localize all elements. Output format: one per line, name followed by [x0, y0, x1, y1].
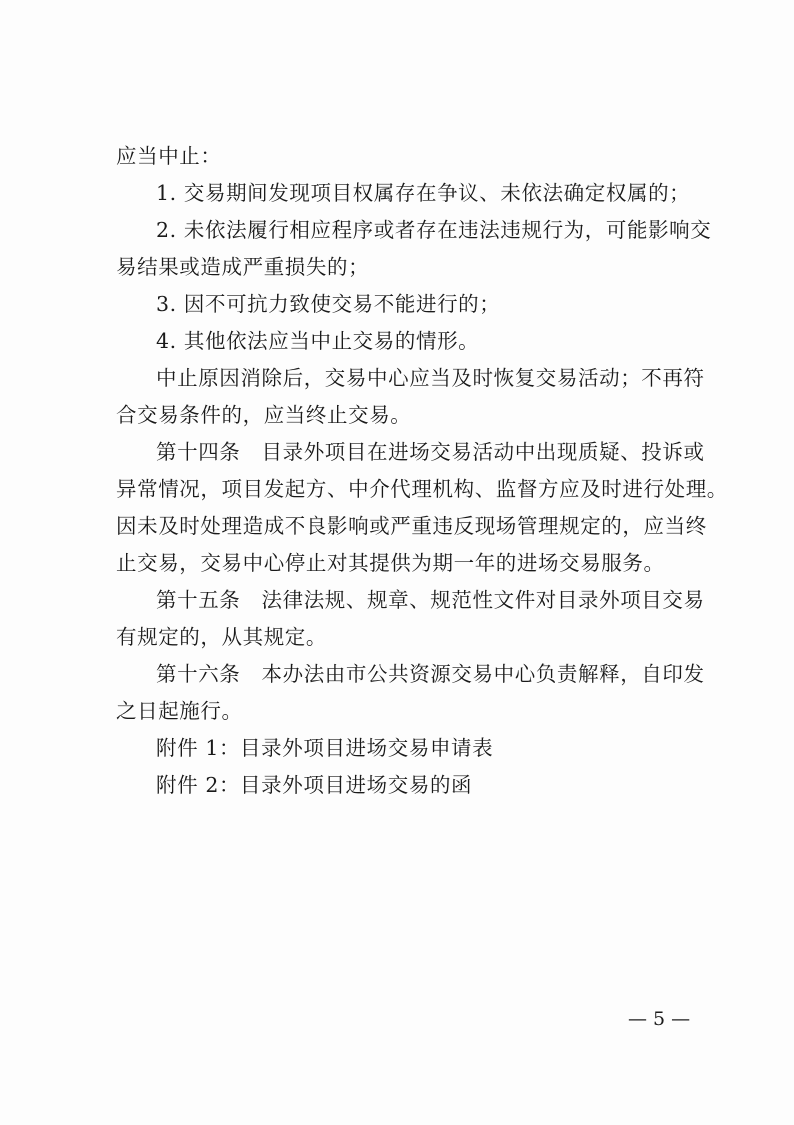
attachment-1: 附件 1：目录外项目进场交易申请表: [156, 736, 494, 760]
paragraph-line: 中止原因消除后，交易中心应当及时恢复交易活动；不再符: [156, 366, 705, 390]
list-item: 3. 因不可抗力致使交易不能进行的；: [156, 292, 501, 316]
article-15-line: 第十五条 法律法规、规章、规范性文件对目录外项目交易: [156, 588, 705, 612]
document-body: [116, 138, 728, 804]
page-number: — 5 —: [628, 1008, 691, 1030]
list-item: 1. 交易期间发现项目权属存在争议、未依法确定权属的；: [156, 181, 691, 205]
text-line: 之日起施行。: [116, 699, 243, 723]
article-16-line: 第十六条 本办法由市公共资源交易中心负责解释，自印发: [156, 662, 705, 686]
article-14-line: 第十四条 目录外项目在进场交易活动中出现质疑、投诉或: [156, 440, 705, 464]
list-item: 4. 其他依法应当中止交易的情形。: [156, 329, 480, 353]
text-line: 有规定的，从其规定。: [116, 625, 327, 649]
text-line: 合交易条件的，应当终止交易。: [116, 403, 412, 427]
attachment-2: 附件 2：目录外项目进场交易的函: [156, 773, 473, 797]
text-line: 异常情况，项目发起方、中介代理机构、监督方应及时进行处理。: [116, 477, 728, 501]
text-line: 止交易，交易中心停止对其提供为期一年的进场交易服务。: [116, 551, 665, 575]
text-line: 易结果或造成严重损失的；: [116, 255, 370, 279]
text-line: 因未及时处理造成不良影响或严重违反现场管理规定的，应当终: [116, 514, 707, 538]
list-item: 2. 未依法履行相应程序或者存在违法违规行为，可能影响交: [156, 218, 712, 242]
text-line: 应当中止：: [116, 144, 222, 168]
